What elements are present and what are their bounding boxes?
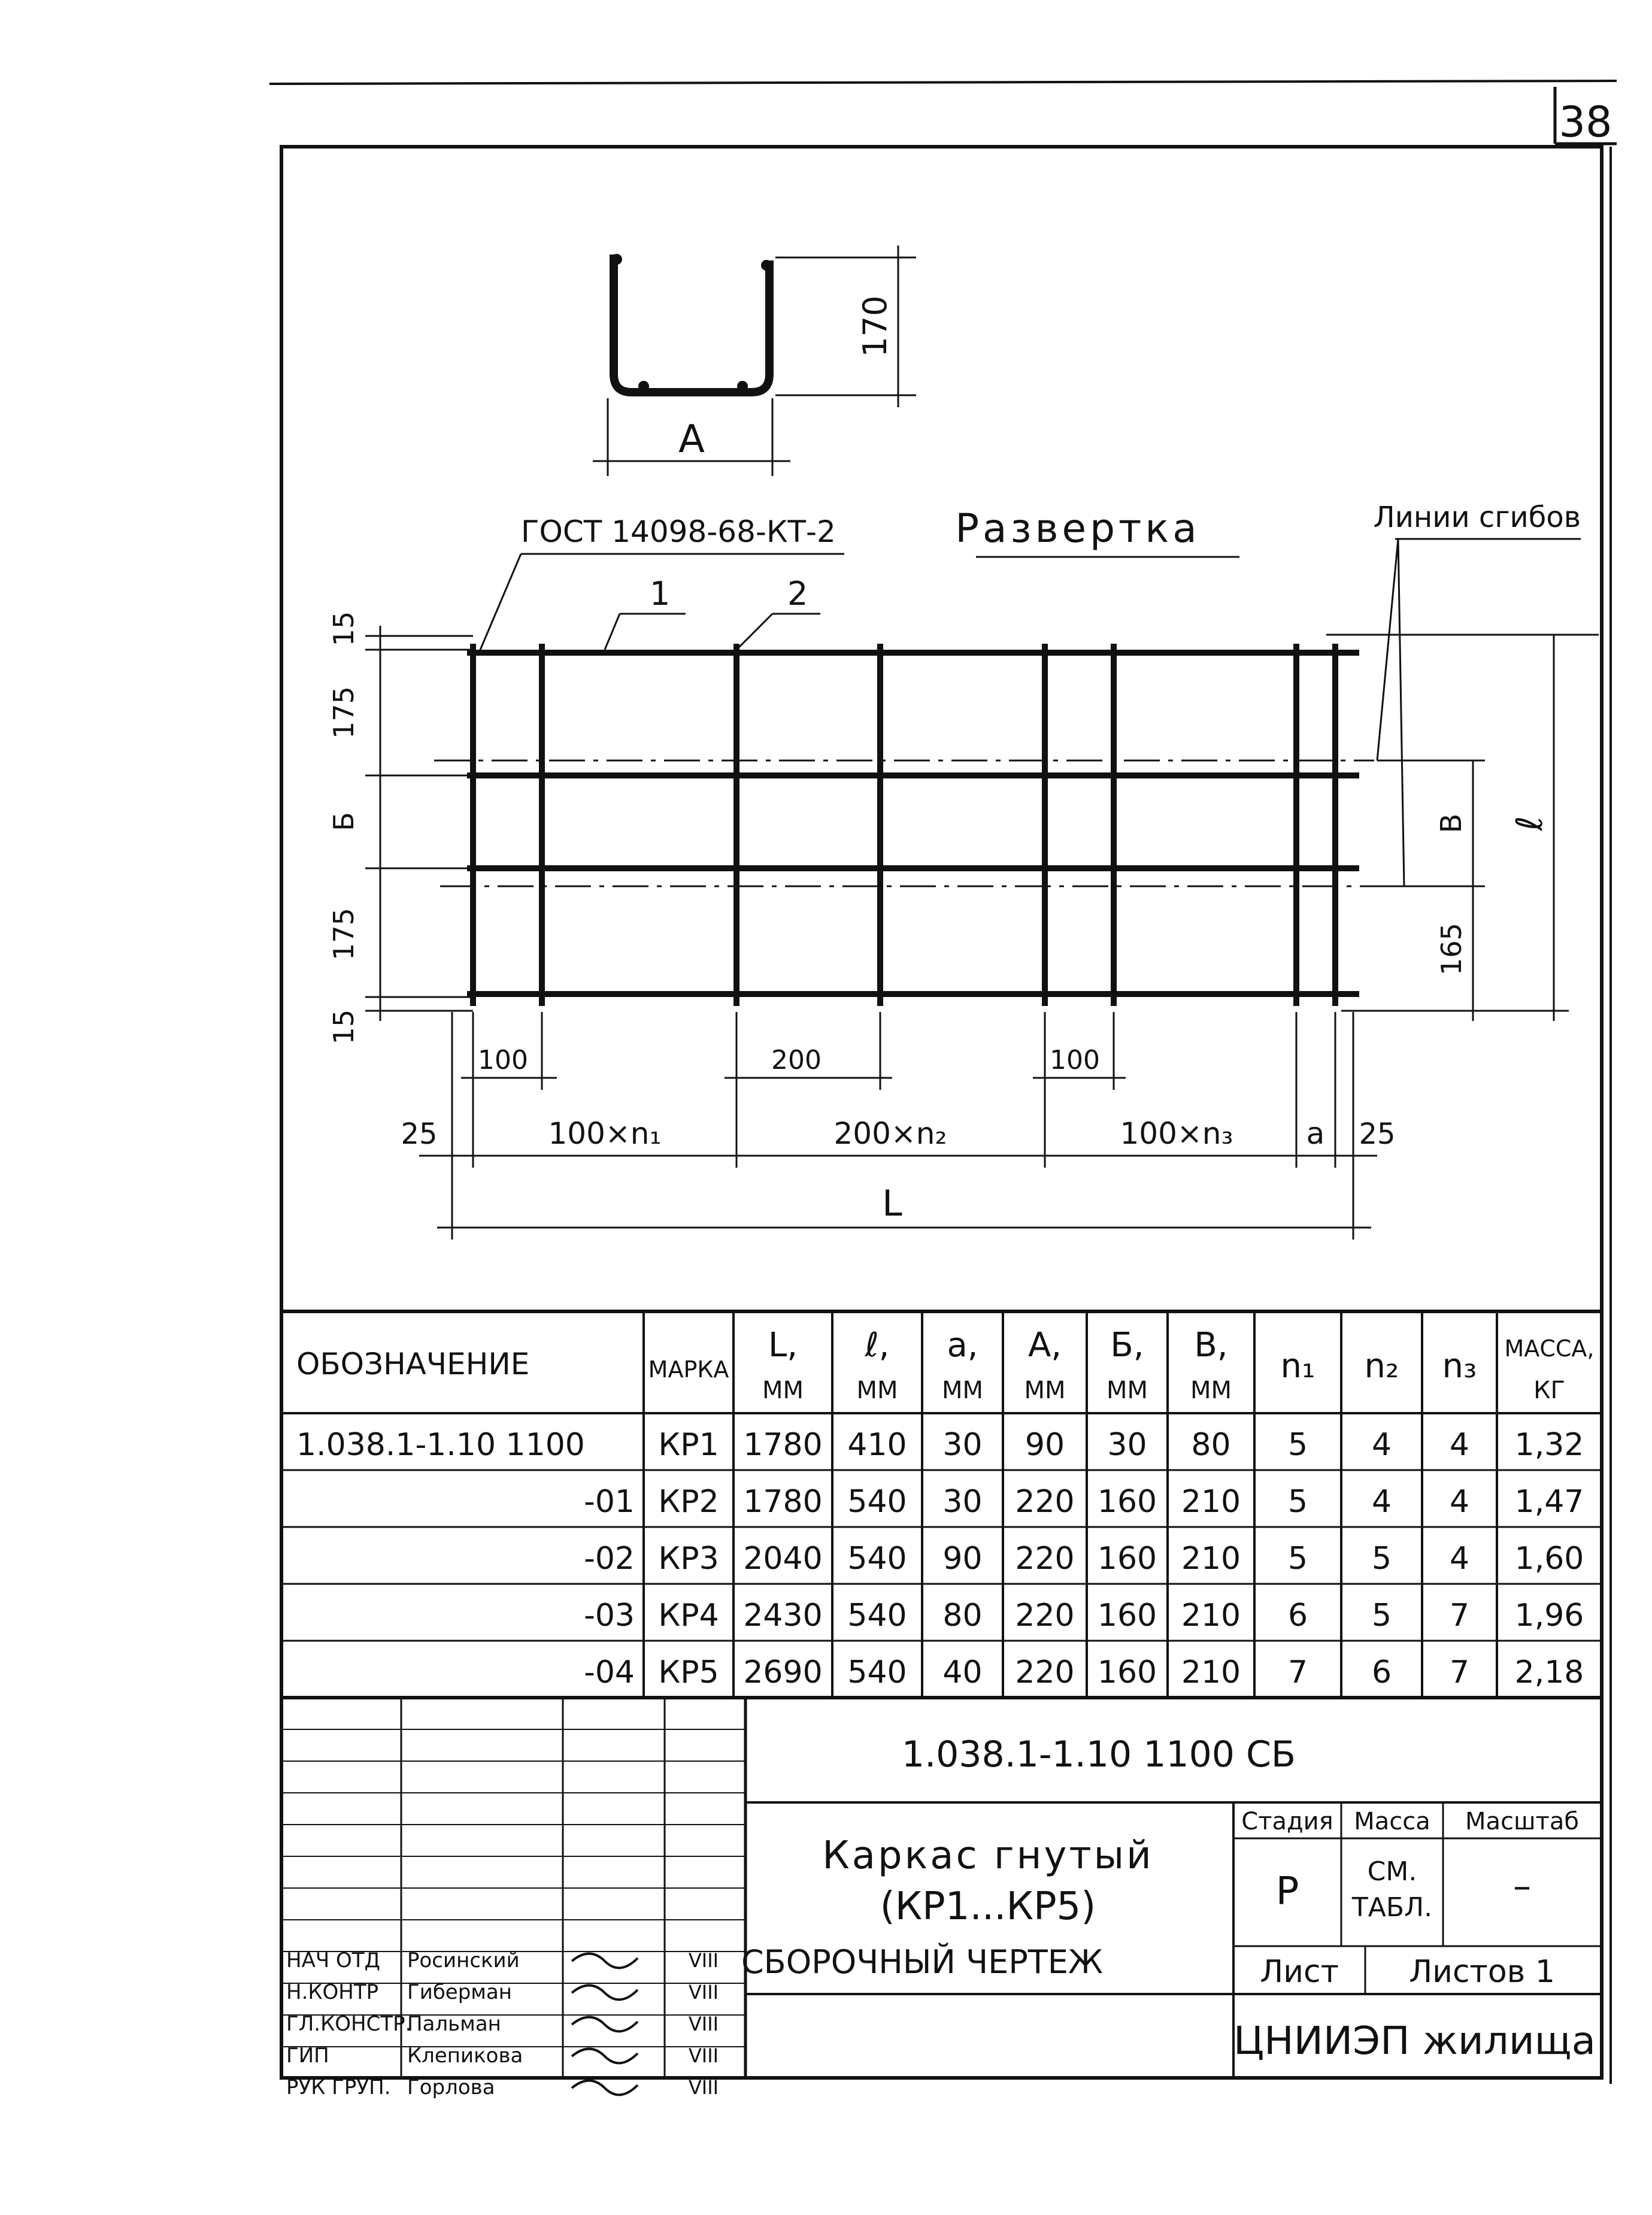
header-cell: Б, bbox=[1110, 1326, 1144, 1365]
designation-cell: -03 bbox=[584, 1598, 635, 1634]
table-cell: 210 bbox=[1181, 1655, 1241, 1690]
table-cell: 220 bbox=[1015, 1541, 1075, 1577]
table-cell: 1780 bbox=[743, 1484, 823, 1520]
right-dim-b: В bbox=[1435, 813, 1468, 834]
handwritten-signature bbox=[572, 1986, 638, 2000]
position-2-label: 2 bbox=[787, 575, 808, 613]
table-cell: 410 bbox=[847, 1427, 907, 1463]
table-cell: КР2 bbox=[658, 1484, 719, 1520]
table-cell: 210 bbox=[1181, 1598, 1241, 1634]
fold-leader bbox=[1398, 539, 1404, 886]
position-1-label: 1 bbox=[650, 575, 671, 613]
doc-code: 1.038.1-1.10 1100 СБ bbox=[901, 1734, 1296, 1775]
table-cell: 5 bbox=[1371, 1541, 1392, 1577]
stage-value: Р bbox=[1275, 1869, 1299, 1914]
left-dim-175-top: 175 bbox=[328, 686, 360, 739]
signature-role: Н.КОНТР bbox=[286, 1980, 379, 2004]
product-name-line1: Каркас гнутый bbox=[822, 1834, 1154, 1878]
left-dim-175-bottom: 175 bbox=[328, 908, 360, 960]
table-cell: 4 bbox=[1449, 1541, 1470, 1577]
bar-dot bbox=[638, 381, 649, 392]
table-cell: 4 bbox=[1449, 1427, 1470, 1463]
bottom-dim-seg1: 100×n₁ bbox=[548, 1116, 662, 1151]
header-cell: n₁ bbox=[1280, 1347, 1315, 1386]
table-cell: 220 bbox=[1015, 1655, 1075, 1690]
fold-leader bbox=[1377, 539, 1398, 760]
mass-value-2: ТАБЛ. bbox=[1351, 1892, 1433, 1923]
header-unit: КГ bbox=[1533, 1377, 1565, 1404]
spec-table bbox=[281, 1311, 1602, 1698]
title-block bbox=[281, 1698, 1602, 2099]
table-cell: 4 bbox=[1449, 1484, 1470, 1520]
spacing-dim-100-right: 100 bbox=[1050, 1045, 1100, 1075]
header-cell: n₂ bbox=[1364, 1347, 1399, 1386]
handwritten-signature bbox=[572, 2081, 638, 2095]
spacing-dim-100-left: 100 bbox=[478, 1045, 528, 1075]
table-cell: 90 bbox=[1024, 1427, 1065, 1463]
table-cell: 220 bbox=[1015, 1484, 1075, 1520]
development-title: Развертка bbox=[955, 505, 1201, 552]
header-unit: ММ bbox=[762, 1377, 804, 1404]
table-cell: 2040 bbox=[743, 1541, 823, 1577]
header-cell: В, bbox=[1194, 1326, 1228, 1365]
product-name-line2: (КР1...КР5) bbox=[880, 1884, 1096, 1929]
bottom-dim-seg2: 200×n₂ bbox=[833, 1116, 947, 1151]
signature-role: ГЛ.КОНСТР. bbox=[286, 2012, 412, 2036]
signature-role: РУК ГРУП. bbox=[286, 2075, 391, 2099]
table-cell: 4 bbox=[1371, 1427, 1392, 1463]
table-cell: 5 bbox=[1287, 1427, 1308, 1463]
signature-name: Клепикова bbox=[407, 2044, 523, 2068]
bottom-dim-total-L: L bbox=[882, 1183, 902, 1225]
table-cell: 210 bbox=[1181, 1484, 1241, 1520]
organization-name: ЦНИИЭП жилища bbox=[1233, 2019, 1596, 2064]
pos1-leader bbox=[605, 614, 620, 650]
table-cell: КР5 bbox=[658, 1655, 719, 1690]
mass-label: Масса bbox=[1354, 1808, 1430, 1835]
table-cell: 30 bbox=[1107, 1427, 1147, 1463]
table-cell: 40 bbox=[942, 1655, 983, 1690]
header-cell: МАССА, bbox=[1504, 1335, 1595, 1362]
header-cell: A, bbox=[1027, 1326, 1062, 1365]
left-dim-15-bottom: 15 bbox=[328, 1009, 360, 1045]
header-cell: a, bbox=[947, 1326, 978, 1365]
table-cell: 1,60 bbox=[1514, 1541, 1584, 1577]
drawing-type: СБОРОЧНЫЙ ЧЕРТЕЖ bbox=[741, 1943, 1104, 1981]
table-cell: 1,32 bbox=[1514, 1427, 1584, 1463]
header-unit: ММ bbox=[1106, 1377, 1148, 1404]
spacing-dim-200: 200 bbox=[771, 1045, 822, 1075]
scale-label: Масштаб bbox=[1465, 1808, 1580, 1835]
table-cell: 30 bbox=[942, 1484, 983, 1520]
table-header bbox=[296, 1326, 1594, 1404]
bottom-dim-seg3: 100×n₃ bbox=[1120, 1116, 1233, 1151]
header-unit: ММ bbox=[941, 1377, 984, 1404]
table-cell: 2690 bbox=[743, 1655, 823, 1690]
table-cell: 1,96 bbox=[1514, 1598, 1584, 1634]
header-unit: ММ bbox=[1190, 1377, 1232, 1404]
bottom-dim-25-left: 25 bbox=[401, 1117, 438, 1151]
right-dim-l: ℓ bbox=[1509, 816, 1551, 831]
table-cell: 220 bbox=[1015, 1598, 1075, 1634]
table-cell: 5 bbox=[1287, 1484, 1308, 1520]
page-number: 38 bbox=[1559, 98, 1612, 147]
table-cell: 6 bbox=[1371, 1655, 1392, 1690]
bottom-dim-a: a bbox=[1306, 1116, 1325, 1151]
table-cell: 2430 bbox=[743, 1598, 823, 1634]
table-cell: КР4 bbox=[658, 1598, 719, 1634]
table-cell: 160 bbox=[1097, 1655, 1157, 1690]
header-cell: n₃ bbox=[1442, 1347, 1477, 1386]
designation-cell: -01 bbox=[584, 1484, 635, 1520]
scale-value: – bbox=[1513, 1865, 1531, 1907]
left-dim-b: Б bbox=[328, 812, 360, 831]
table-cell: 540 bbox=[847, 1541, 907, 1577]
table-cell: 90 bbox=[942, 1541, 983, 1577]
drawing-frame bbox=[281, 147, 1602, 2078]
bar-dot bbox=[761, 260, 772, 271]
table-cell: 80 bbox=[942, 1598, 983, 1634]
fold-lines-label: Линии сгибов bbox=[1373, 501, 1581, 534]
signature-date: VIII bbox=[688, 2044, 719, 2067]
gost-leader bbox=[479, 554, 521, 653]
table-body bbox=[296, 1427, 1584, 1690]
table-cell: 540 bbox=[847, 1655, 907, 1690]
sheets-count: Листов 1 bbox=[1409, 1954, 1555, 1990]
signature-name: Росинский bbox=[407, 1949, 520, 1972]
bar-dot bbox=[611, 254, 622, 265]
right-dim-165: 165 bbox=[1435, 923, 1468, 975]
table-cell: 80 bbox=[1191, 1427, 1231, 1463]
table-cell: 210 bbox=[1181, 1541, 1241, 1577]
handwritten-signature bbox=[572, 1954, 638, 1968]
table-cell: 160 bbox=[1097, 1484, 1157, 1520]
table-cell: 160 bbox=[1097, 1598, 1157, 1634]
sheet-label: Лист bbox=[1260, 1954, 1339, 1990]
development-view bbox=[328, 501, 1599, 1240]
u-profile-shape bbox=[614, 254, 769, 392]
top-rule bbox=[269, 81, 1617, 84]
designation-cell: 1.038.1-1.10 1100 bbox=[296, 1427, 585, 1463]
stage-label: Стадия bbox=[1241, 1808, 1333, 1835]
table-cell: 7 bbox=[1449, 1655, 1470, 1690]
table-cell: 160 bbox=[1097, 1541, 1157, 1577]
table-cell: 540 bbox=[847, 1598, 907, 1634]
table-cell: 540 bbox=[847, 1484, 907, 1520]
left-dim-15-top: 15 bbox=[328, 611, 360, 647]
profile-width-label: A bbox=[678, 417, 705, 462]
table-cell: 1780 bbox=[743, 1427, 823, 1463]
table-cell: 30 bbox=[942, 1427, 983, 1463]
bar-dot bbox=[737, 381, 748, 392]
designation-cell: -02 bbox=[584, 1541, 635, 1577]
signature-date: VIII bbox=[688, 1949, 719, 1972]
handwritten-signature bbox=[572, 2017, 638, 2032]
signature-name: Гиберман bbox=[407, 1980, 513, 2004]
header-cell: ОБОЗНАЧЕНИЕ bbox=[296, 1347, 530, 1381]
signature-role: НАЧ ОТД bbox=[286, 1949, 381, 1972]
table-cell: 2,18 bbox=[1514, 1655, 1584, 1690]
designation-cell: -04 bbox=[584, 1655, 635, 1690]
table-cell: 5 bbox=[1371, 1598, 1392, 1634]
table-cell: 6 bbox=[1287, 1598, 1308, 1634]
profile-height-dim: 170 bbox=[856, 295, 894, 357]
handwritten-signature bbox=[572, 2049, 638, 2064]
table-cell: 4 bbox=[1371, 1484, 1392, 1520]
bottom-dim-25-right: 25 bbox=[1359, 1117, 1396, 1151]
table-cell: 5 bbox=[1287, 1541, 1308, 1577]
header-unit: ММ bbox=[856, 1377, 898, 1404]
header-cell: L, bbox=[768, 1326, 798, 1365]
signature-date: VIII bbox=[688, 2076, 719, 2099]
signature-date: VIII bbox=[688, 1981, 719, 2004]
table-cell: 1,47 bbox=[1514, 1484, 1584, 1520]
header-unit: ММ bbox=[1024, 1377, 1066, 1404]
profile-section-view bbox=[593, 246, 916, 476]
table-cell: 7 bbox=[1449, 1598, 1470, 1634]
signature-role: ГИП bbox=[286, 2044, 329, 2068]
signature-name: Горлова bbox=[407, 2075, 495, 2099]
header-cell: ℓ, bbox=[865, 1326, 890, 1365]
table-cell: 7 bbox=[1287, 1655, 1308, 1690]
mass-value-1: СМ. bbox=[1367, 1856, 1417, 1887]
table-cell: КР1 bbox=[658, 1427, 719, 1463]
pos2-leader bbox=[736, 614, 772, 650]
header-cell: МАРКА bbox=[648, 1356, 729, 1383]
table-cell: КР3 bbox=[658, 1541, 719, 1577]
signature-name: Пальман bbox=[407, 2012, 501, 2036]
gost-reference: ГОСТ 14098-68-КТ-2 bbox=[521, 514, 836, 549]
signature-date: VIII bbox=[688, 2013, 719, 2035]
